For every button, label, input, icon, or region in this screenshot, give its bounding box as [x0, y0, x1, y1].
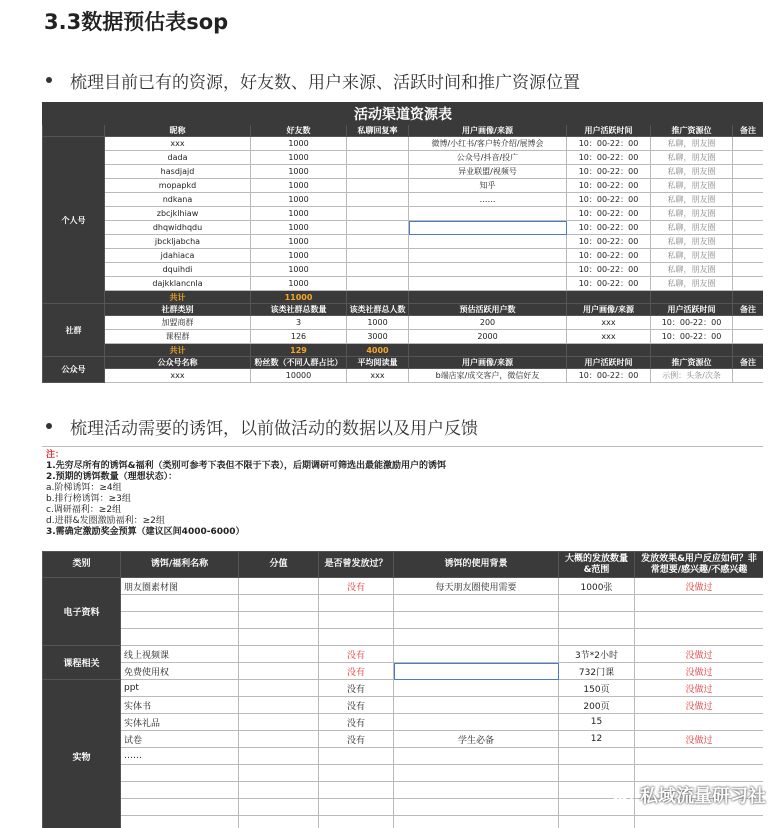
table-row: [43, 816, 764, 828]
table-cell: [121, 782, 239, 799]
table-cell: 微博/小红书/客户转介绍/展博会: [409, 137, 567, 151]
header-cell: 类别: [43, 552, 121, 578]
table-cell: [319, 612, 394, 629]
table-cell: [635, 595, 764, 612]
table-cell: [239, 612, 319, 629]
table-cell: 没做过: [635, 578, 764, 595]
table-row: [43, 697, 764, 714]
total-row: [43, 344, 764, 357]
table-cell: 私聊，朋友圈: [651, 179, 733, 193]
table-cell: [409, 249, 567, 263]
table-cell: 1000: [251, 235, 347, 249]
table-cell: 加盟商群: [105, 316, 251, 330]
table-cell: 3: [251, 316, 347, 330]
table-cell: [347, 207, 409, 221]
table-cell: 私聊，朋友圈: [651, 277, 733, 291]
table-cell: 没做过: [635, 680, 764, 697]
table-cell: jbckljabcha: [105, 235, 251, 249]
table-cell: 没有: [319, 646, 394, 663]
bait-table: [42, 446, 763, 828]
header-cell: 平均阅读量: [347, 357, 409, 369]
bullet-resources: 梳理目前已有的资源，好友数、用户来源、活跃时间和推广资源位置: [50, 68, 580, 93]
header-cell: 诱饵/福利名称: [121, 552, 239, 578]
category-label: 电子资料: [43, 578, 121, 646]
total-value: 共计: [105, 344, 251, 357]
header-cell: 该类社群总数量: [251, 304, 347, 316]
table-cell: jdahiaca: [105, 249, 251, 263]
table-cell: [635, 629, 764, 646]
table-cell: [651, 344, 733, 357]
table-cell: 10000: [251, 369, 347, 383]
table-cell: 10：00-22：00: [567, 249, 651, 263]
table-cell: xxx: [347, 369, 409, 383]
table-cell: [567, 344, 651, 357]
table-cell: 没有: [319, 714, 394, 731]
table-cell: [394, 612, 559, 629]
table-cell: [319, 765, 394, 782]
table-cell: 私聊，朋友圈: [651, 193, 733, 207]
table-cell: 私聊，朋友圈: [651, 263, 733, 277]
header-row: [43, 552, 764, 578]
table-cell: 10：00-22：00: [567, 137, 651, 151]
table-row: [43, 235, 764, 249]
table-cell: 1000: [347, 316, 409, 330]
total-value: 129: [251, 344, 347, 357]
table-cell: [733, 277, 764, 291]
table-cell: [409, 235, 567, 249]
table-cell: [347, 151, 409, 165]
table-row: [43, 680, 764, 697]
table-cell: [121, 765, 239, 782]
table-cell: 示例：头条/次条: [651, 369, 733, 383]
table-cell: [121, 629, 239, 646]
table-cell: [394, 697, 559, 714]
table-cell: 没做过: [635, 646, 764, 663]
table-row: [43, 263, 764, 277]
table-cell: [239, 629, 319, 646]
table-cell: hasdjajd: [105, 165, 251, 179]
table-cell: 没有: [319, 680, 394, 697]
table-cell: 10：00-22：00: [567, 221, 651, 235]
table-row: [43, 316, 764, 330]
header-cell: 备注: [733, 304, 764, 316]
table-cell: [319, 782, 394, 799]
table-cell: [394, 663, 559, 680]
table-row: [43, 714, 764, 731]
table-cell: [319, 595, 394, 612]
table-cell: [635, 816, 764, 828]
table-cell: [733, 137, 764, 151]
header-cell: 用户画像/来源: [567, 304, 651, 316]
table-cell: [733, 165, 764, 179]
header-cell: 好友数: [251, 125, 347, 137]
table-cell: [733, 207, 764, 221]
table-cell: 没做过: [635, 731, 764, 748]
table-cell: 课程群: [105, 330, 251, 344]
table-cell: [347, 221, 409, 235]
table-cell: 没有: [319, 731, 394, 748]
table-cell: [239, 697, 319, 714]
table-cell: ndkana: [105, 193, 251, 207]
header-cell: 社群类别: [105, 304, 251, 316]
table-cell: 1000: [251, 137, 347, 151]
group-label: 公众号: [43, 357, 105, 383]
table-cell: [409, 344, 567, 357]
table-row: [43, 578, 764, 595]
table-cell: ……: [121, 748, 239, 765]
table-cell: 私聊，朋友圈: [651, 235, 733, 249]
table-cell: 实体礼品: [121, 714, 239, 731]
table-row: [43, 249, 764, 263]
table-cell: [239, 782, 319, 799]
table-cell: 1000: [251, 165, 347, 179]
header-cell: 预估活跃用户数: [409, 304, 567, 316]
table-cell: 2000: [409, 330, 567, 344]
table-cell: 异业联盟/视频号: [409, 165, 567, 179]
header-cell: 用户活跃时间: [567, 357, 651, 369]
table-cell: 每天朋友圈使用需要: [394, 578, 559, 595]
table-cell: [567, 291, 651, 304]
table-cell: 1000张: [559, 578, 635, 595]
bullet-bait: 梳理活动需要的诱饵，以前做活动的数据以及用户反馈: [50, 414, 478, 439]
table-cell: [635, 765, 764, 782]
watermark: 私域流量研习社: [612, 782, 766, 808]
table-row: [43, 629, 764, 646]
table-cell: 试卷: [121, 731, 239, 748]
table-cell: [319, 748, 394, 765]
table-cell: [121, 612, 239, 629]
table-cell: 10：00-22：00: [567, 179, 651, 193]
table-cell: 1000: [251, 193, 347, 207]
header-cell: 是否曾发放过？: [319, 552, 394, 578]
table-cell: [635, 748, 764, 765]
table-cell: dajkklancnla: [105, 277, 251, 291]
table-cell: 10：00-22：00: [567, 193, 651, 207]
table-row: [43, 663, 764, 680]
table-cell: 1000: [251, 249, 347, 263]
table-cell: 10：00-22：00: [567, 207, 651, 221]
table-cell: 3节*2小时: [559, 646, 635, 663]
table-cell: [733, 235, 764, 249]
header-cell: 用户画像/来源: [409, 125, 567, 137]
table-cell: [319, 816, 394, 828]
table-cell: [394, 629, 559, 646]
header-cell: 昵称: [105, 125, 251, 137]
table-cell: [347, 165, 409, 179]
table-cell: [409, 263, 567, 277]
table-cell: [651, 291, 733, 304]
table-cell: 1000: [251, 277, 347, 291]
table-cell: dhqwidhqdu: [105, 221, 251, 235]
table-cell: 实体书: [121, 697, 239, 714]
table-cell: 朋友圈素材图: [121, 578, 239, 595]
table-cell: [394, 680, 559, 697]
table-cell: 200: [409, 316, 567, 330]
table-cell: [733, 193, 764, 207]
table-cell: [559, 595, 635, 612]
table-cell: 没有: [319, 578, 394, 595]
table-cell: dquihdi: [105, 263, 251, 277]
table-cell: 没做过: [635, 697, 764, 714]
table-title: 活动渠道资源表: [43, 103, 764, 125]
table-cell: mopapkd: [105, 179, 251, 193]
table-cell: [347, 263, 409, 277]
table-cell: 知乎: [409, 179, 567, 193]
table-cell: 732门课: [559, 663, 635, 680]
table-cell: 200页: [559, 697, 635, 714]
table-cell: [733, 263, 764, 277]
total-label: 共计: [105, 291, 251, 304]
table-cell: 10：00-22：00: [567, 165, 651, 179]
table-cell: [733, 221, 764, 235]
table-cell: 没有: [319, 663, 394, 680]
table-row: [43, 137, 764, 151]
table-cell: 10：00-22：00: [651, 330, 733, 344]
table-cell: [347, 291, 409, 304]
table-cell: 私聊，朋友圈: [651, 151, 733, 165]
table-cell: 10：00-22：00: [651, 316, 733, 330]
table-cell: [559, 612, 635, 629]
header-cell: 该类社群总人数: [347, 304, 409, 316]
table-cell: [239, 714, 319, 731]
table-cell: [347, 193, 409, 207]
table-row: [43, 595, 764, 612]
header-cell: 用户画像/来源: [409, 357, 567, 369]
header-cell: 私聊回复率: [347, 125, 409, 137]
table-cell: [347, 179, 409, 193]
header-cell: 备注: [733, 357, 764, 369]
table-cell: [239, 646, 319, 663]
table-cell: [347, 277, 409, 291]
category-label: 课程相关: [43, 646, 121, 680]
table-cell: 1000: [251, 263, 347, 277]
table-cell: [733, 330, 764, 344]
table-row: [43, 221, 764, 235]
table-cell: 1000: [251, 207, 347, 221]
table-cell: [394, 782, 559, 799]
table-cell: [394, 816, 559, 828]
table-cell: 学生必备: [394, 731, 559, 748]
notes-block: 注： 1.先穷尽所有的诱饵&福利（类别可参考下表但不限于下表），后期调研可筛选出最能激励用户的诱饵 2.预期的诱饵数量（理想状态）： a.阶梯诱饵：≥4组 b.排行榜诱饵：≥3组 c.调研福利：≥2组 d.进群&发圈激励福利：≥2组 3.需确定激励奖金预算（建议区间4000-6000）: [46, 450, 447, 537]
table-cell: xxx: [567, 330, 651, 344]
table-cell: 10：00-22：00: [567, 235, 651, 249]
total-value: 11000: [251, 291, 347, 304]
table-cell: 12: [559, 731, 635, 748]
table-cell: [635, 714, 764, 731]
table-cell: 126: [251, 330, 347, 344]
table-cell: [394, 595, 559, 612]
header-cell: 推广资源位: [651, 357, 733, 369]
header-cell: 粉丝数（不同人群占比）: [251, 357, 347, 369]
table-cell: 150页: [559, 680, 635, 697]
table-cell: 私聊，朋友圈: [651, 207, 733, 221]
table-row: [43, 330, 764, 344]
title-row: [43, 103, 764, 125]
table-cell: b端店家/成交客户，微信好友: [409, 369, 567, 383]
table-row: [43, 748, 764, 765]
header-cell: 备注: [733, 125, 764, 137]
table-cell: xxx: [105, 137, 251, 151]
table-cell: [559, 629, 635, 646]
table-cell: 公众号/抖音/投广: [409, 151, 567, 165]
table-cell: [239, 663, 319, 680]
table-cell: dada: [105, 151, 251, 165]
table-cell: 10：00-22：00: [567, 277, 651, 291]
table-row: [43, 612, 764, 629]
header-row: [43, 304, 764, 316]
group-label: 个人号: [43, 137, 105, 304]
total-value: 4000: [347, 344, 409, 357]
table-cell: [347, 137, 409, 151]
header-cell: 公众号名称: [105, 357, 251, 369]
header-cell: 分值: [239, 552, 319, 578]
table-cell: [239, 731, 319, 748]
header-cell: 发放效果&用户反应如何？非常想要/感兴趣/不感兴趣: [635, 552, 764, 578]
table-cell: xxx: [105, 369, 251, 383]
table-cell: [347, 249, 409, 263]
table-row: [43, 646, 764, 663]
table-cell: [239, 680, 319, 697]
table-cell: [409, 291, 567, 304]
table-cell: [409, 277, 567, 291]
table-cell: [347, 235, 409, 249]
table-row: [43, 179, 764, 193]
table-row: [43, 765, 764, 782]
table-row: [43, 369, 764, 383]
header-cell: [43, 125, 105, 137]
header-cell: 大概的发放数量&范围: [559, 552, 635, 578]
table-cell: [733, 316, 764, 330]
table-row: [43, 277, 764, 291]
table-cell: [121, 595, 239, 612]
table-cell: [733, 369, 764, 383]
table-cell: [394, 799, 559, 816]
table-row: [43, 165, 764, 179]
table-cell: [409, 221, 567, 235]
table-cell: [635, 612, 764, 629]
table-cell: 15: [559, 714, 635, 731]
table-cell: [239, 748, 319, 765]
table-cell: ……: [409, 193, 567, 207]
table-cell: 私聊，朋友圈: [651, 165, 733, 179]
table-cell: [239, 816, 319, 828]
table-cell: 没做过: [635, 663, 764, 680]
table-cell: [239, 765, 319, 782]
table-cell: 1000: [251, 221, 347, 235]
table-cell: [394, 765, 559, 782]
table-cell: [394, 748, 559, 765]
header-cell: 推广资源位: [651, 125, 733, 137]
table-cell: 10：00-22：00: [567, 151, 651, 165]
table-cell: [559, 816, 635, 828]
table-cell: 线上视频课: [121, 646, 239, 663]
table-cell: [121, 799, 239, 816]
table-row: [43, 731, 764, 748]
table-cell: [733, 344, 764, 357]
table-cell: 私聊，朋友圈: [651, 249, 733, 263]
table-cell: [121, 816, 239, 828]
table-row: [43, 151, 764, 165]
table-cell: [733, 291, 764, 304]
table-cell: [394, 714, 559, 731]
table-cell: [733, 151, 764, 165]
table-cell: [733, 249, 764, 263]
table-cell: [394, 646, 559, 663]
table-cell: 私聊，朋友圈: [651, 137, 733, 151]
header-row: [43, 357, 764, 369]
section-title: 3.3数据预估表sop: [44, 10, 229, 34]
channel-resource-table: [42, 102, 763, 392]
header-row: [43, 125, 764, 137]
table-cell: [559, 765, 635, 782]
table-row: [43, 193, 764, 207]
table-cell: [559, 748, 635, 765]
table-cell: [733, 179, 764, 193]
table-cell: zbcjklhiaw: [105, 207, 251, 221]
table-cell: 10：00-22：00: [567, 369, 651, 383]
table-cell: ppt: [121, 680, 239, 697]
table-cell: 1000: [251, 151, 347, 165]
table-cell: 10：00-22：00: [567, 263, 651, 277]
table-cell: 3000: [347, 330, 409, 344]
header-cell: 用户活跃时间: [567, 125, 651, 137]
table-cell: 免费使用权: [121, 663, 239, 680]
table-cell: xxx: [567, 316, 651, 330]
header-cell: 用户活跃时间: [651, 304, 733, 316]
total-row: [43, 291, 764, 304]
table-cell: [239, 799, 319, 816]
table-cell: [239, 578, 319, 595]
table-cell: [319, 629, 394, 646]
table-cell: [409, 207, 567, 221]
group-label: 社群: [43, 304, 105, 357]
table-cell: 1000: [251, 179, 347, 193]
header-cell: 诱饵的使用背景: [394, 552, 559, 578]
table-cell: [239, 595, 319, 612]
table-cell: [319, 799, 394, 816]
wechat-icon: [612, 786, 634, 804]
table-cell: 没有: [319, 697, 394, 714]
table-cell: 私聊，朋友圈: [651, 221, 733, 235]
category-label: 实物: [43, 680, 121, 828]
table-row: [43, 207, 764, 221]
